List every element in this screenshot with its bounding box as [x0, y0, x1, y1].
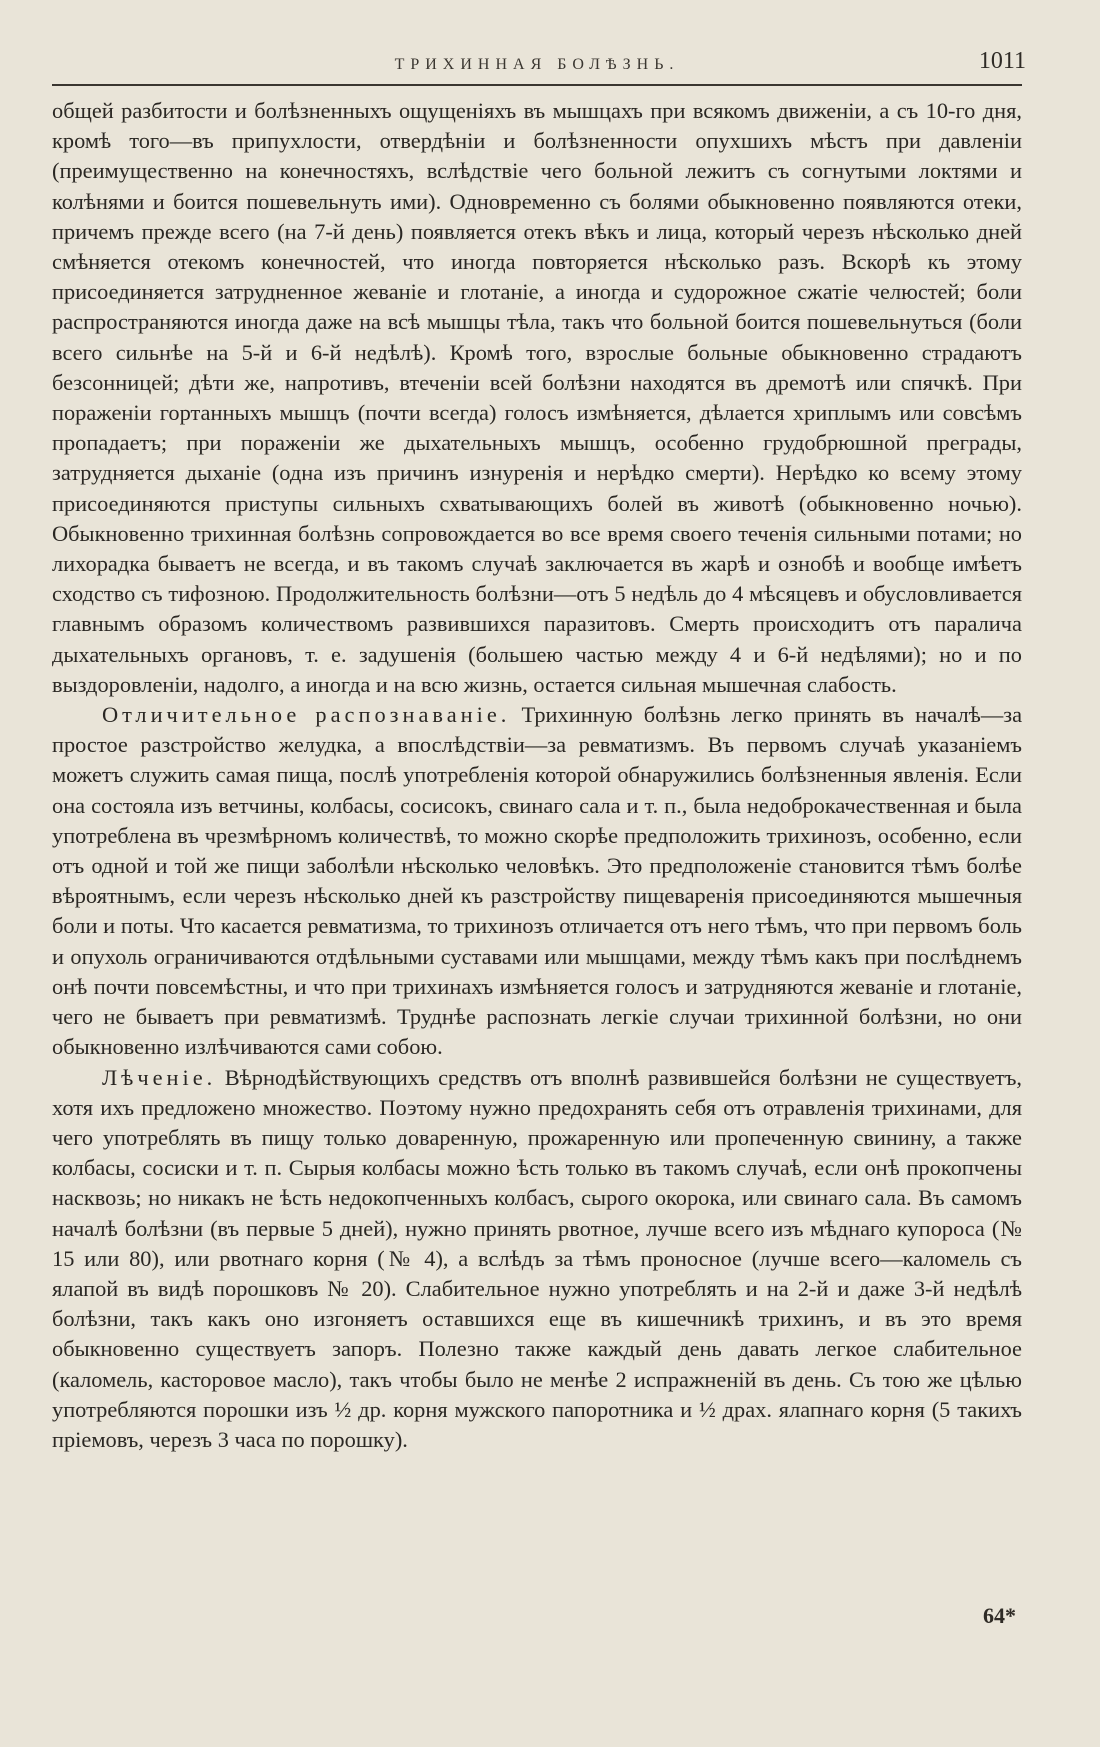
page-header	[52, 44, 1026, 86]
paragraph-symptoms: общей разбитости и болѣзненныхъ ощущеніяхъ въ мышцахъ при всякомъ движеніи, а съ 10-го дня, кромѣ того—въ припухлости, отвердѣніи и болѣзненности опухшихъ мѣстъ при давленіи (преимущественно на конечностяхъ, вслѣдствіе чего больной лежитъ съ согнутыми локтями и колѣнями и боится пошевельнуть ими). Одновременно съ болями обыкновенно появляются отеки, причемъ прежде всего (на 7-й день) появляется отекъ вѣкъ и лица, который черезъ нѣсколько дней смѣняется отекомъ конечностей, что иногда повторяется нѣсколько разъ. Вскорѣ къ этому присоединяется затрудненное жеваніе и глотаніе, а иногда и судорожное сжатіе челюстей; боли распространяются иногда даже на всѣ мышцы тѣла, такъ что больной боится пошевельнуться (боли всего сильнѣе на 5-й и 6-й недѣлѣ). Кромѣ того, взрослые больные обыкновенно страдаютъ безсонницей; дѣти же, напротивъ, втеченіи всей болѣзни находятся въ дремотѣ или спячкѣ. При пораженіи гортанныхъ мышцъ (почти всегда) голосъ измѣняется, дѣлается хриплымъ или совсѣмъ пропадаетъ; при пораженіи же дыхательныхъ мышцъ, особенно грудобрюшной преграды, затрудняется дыханіе (одна изъ причинъ изнуренія и нерѣдко смерти). Нерѣдко ко всему этому присоединяются приступы сильныхъ схватывающихъ болей въ животѣ (обыкновенно ночью). Обыкновенно трихинная болѣзнь сопровождается во все время своего теченія сильными потами; но лихорадка бываетъ не всегда, и въ такомъ случаѣ заключается въ жарѣ и ознобѣ и вообще имѣетъ сходство съ тифозною. Продолжительность болѣзни—отъ 5 недѣль до 4 мѣсяцевъ и обусловливается главнымъ образомъ количествомъ развившихся паразитовъ. Смерть происходитъ отъ паралича дыхательныхъ органовъ, т. е. задушенія (большею частью между 4 и 6-й недѣлями); но и по выздоровленіи, надолго, а иногда и на всю жизнь, остается сильная мышечная слабость.	[52, 98, 1022, 697]
paragraph-diagnosis	[52, 700, 1022, 1062]
page-number: 1011	[978, 48, 1026, 74]
body-text	[52, 96, 1022, 1455]
paragraph-treatment	[52, 1063, 1022, 1456]
paragraph-treatment-text: Вѣрнодѣйствующихъ средствъ отъ вполнѣ развившейся болѣзни не существуетъ, хотя ихъ предложено множество. Поэтому нужно предохранять себя отъ отравленія трихинами, для чего употреблять въ пищу только доваренную, прожаренную или пропеченную свинину, а также колбасы, сосиски и т. п. Сырыя колбасы можно ѣсть только въ такомъ случаѣ, если онѣ прокопчены насквозь; но никакъ не ѣсть недокопченныхъ колбасъ, сырого окорока, или свинаго сала. Въ самомъ началѣ болѣзни (въ первые 5 дней), нужно принять рвотное, лучше всего изъ мѣднаго купороса (№ 15 или 80), или рвотнаго корня (№ 4), а вслѣдъ за тѣмъ проносное (лучше всего—каломель съ ялапой въ видѣ порошковъ № 20). Слабительное нужно употреблять и на 2-й и даже 3-й недѣлѣ болѣзни, такъ какъ оно изгоняетъ оставшихся еще въ кишечникѣ трихинъ, и въ это время обыкновенно существуетъ запоръ. Полезно также каждый день давать легкое слабительное (каломель, касторовое масло), такъ чтобы было не менѣе 2 испражненій въ день. Съ тою же цѣлью употребляются порошки изъ ½ др. корня мужского папоротника и ½ драх. ялапнаго корня (5 такихъ пріемовъ, черезъ 3 часа по порошку).	[52, 1064, 1022, 1452]
paragraph-diagnosis-text: Трихинную болѣзнь легко принять въ началѣ—за простое разстройство желудка, а впослѣдствіи—за ревматизмъ. Въ первомъ случаѣ указаніемъ можетъ служить самая пища, послѣ употребленія которой обнаружились болѣзненныя явленія. Если она состояла изъ ветчины, колбасы, сосисокъ, свинаго сала и т. п., была недоброкачественная и была употреблена въ чрезмѣрномъ количествѣ, то можно скорѣе предположить трихинозъ, особенно, если отъ одной и той же пищи заболѣли нѣсколько человѣкъ. Это предположеніе становится тѣмъ болѣе вѣроятнымъ, если черезъ нѣсколько дней къ разстройству пищеваренія присоединяются мышечныя боли и поты. Что касается ревматизма, то трихинозъ отличается отъ него тѣмъ, что при первомъ боль и опухоль ограничиваются отдѣльными суставами или мышцами, между тѣмъ какъ при послѣднемъ онѣ почти повсемѣстны, и что при трихинахъ измѣняется голосъ и затрудняются жеваніе и глотаніе, чего не бываетъ при ревматизмѣ. Труднѣе распознать легкіе случаи трихинной болѣзни, но они обыкновенно излѣчиваются сами собою.	[52, 702, 1023, 1060]
running-title: ТРИХИННАЯ БОЛѢЗНЬ.	[394, 56, 680, 73]
section-heading-treatment: Лѣченіе.	[102, 1064, 217, 1090]
section-heading-diagnosis: Отличительное распознаваніе.	[102, 702, 511, 728]
printer-signature-mark: 64*	[983, 1603, 1016, 1628]
